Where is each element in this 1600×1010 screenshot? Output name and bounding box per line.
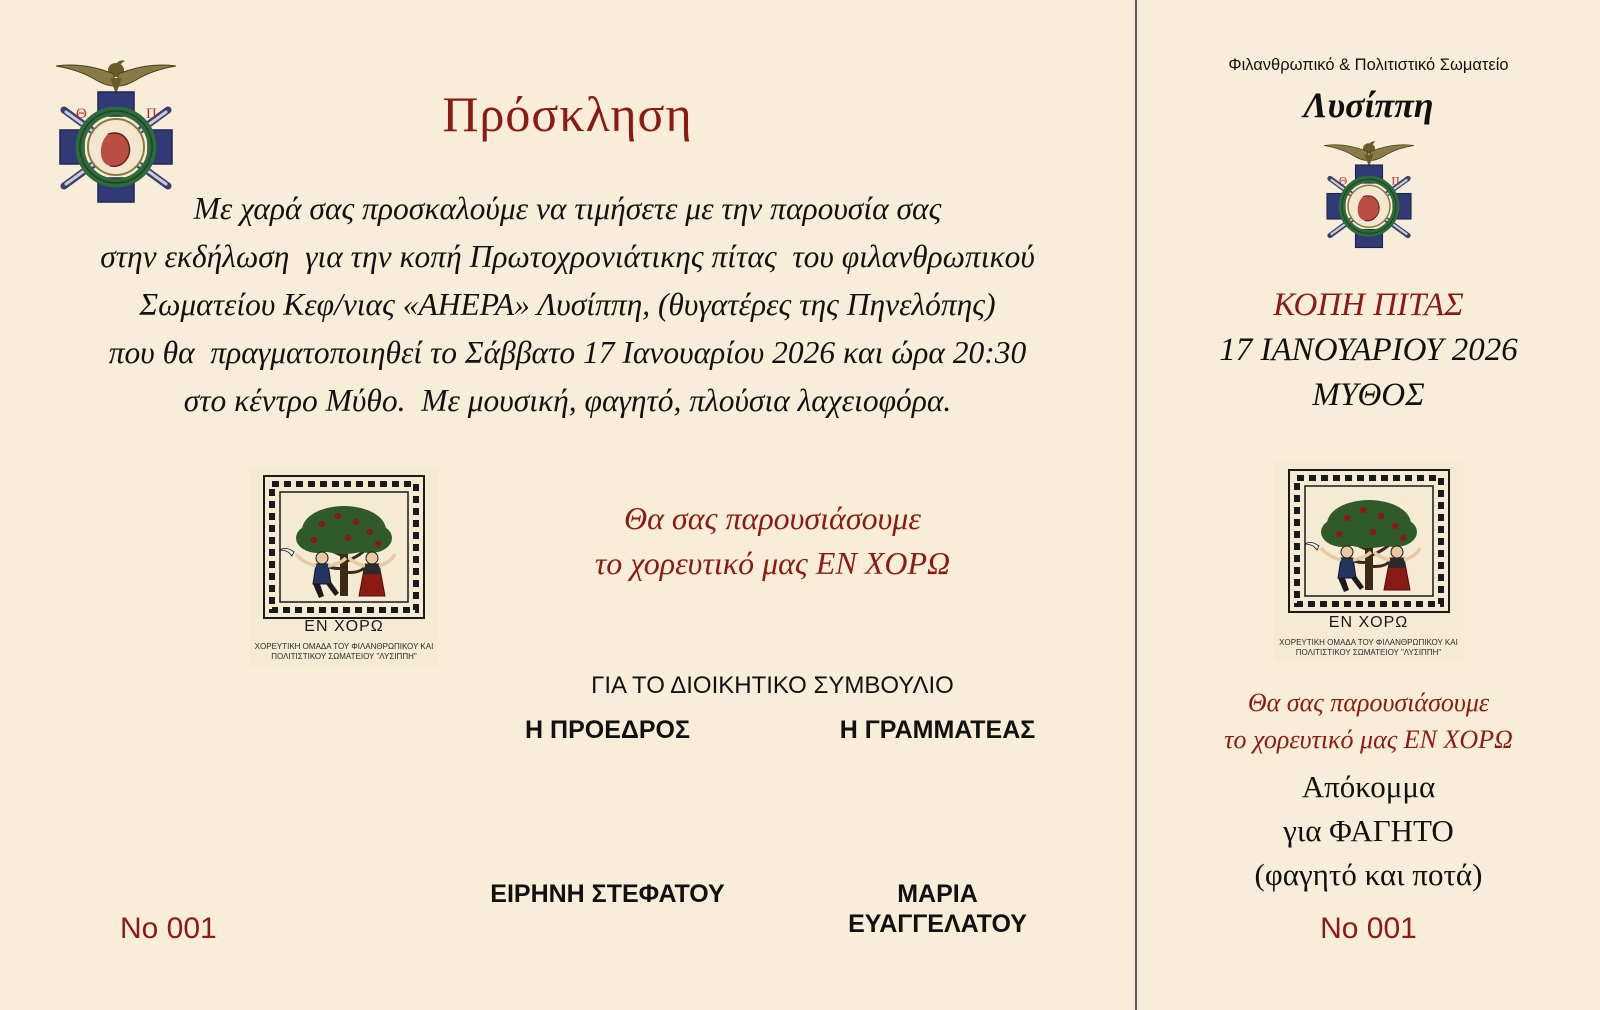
dance-logo-subtitle-line2: ΠΟΛΙΤΙΣΤΙΚΟΥ ΣΩΜΑΤΕΙΟΥ "ΛΥΣΙΠΠΗ" [271,652,417,661]
invitation-body [40,185,1095,424]
dance-logo-subtitle [250,642,438,662]
serial-number-stub: No 001 [1320,912,1417,945]
presentation-line-1: Θα σας παρουσιάσουμε [624,500,921,536]
body-line-4: που θα πραγματοποιηθεί το Σάββατο 17 Ιανουαρίου 2026 και ώρα 20:30 [108,334,1027,370]
serial-number-main: No 001 [120,912,217,945]
dance-group-logo-stub [1274,462,1464,662]
body-line-3: Σωματείου Κεφ/νιας «ΑΗΕΡΑ» Λυσίππη, (θυγατέρες της Πηνελόπης) [139,286,996,322]
stub-presentation-line-2: το χορευτικό μας ΕΝ ΧΟΡΩ [1224,724,1513,754]
signature-block [440,880,1105,939]
role-president: Η ΠΡΟΕΔΡΟΣ [525,716,690,744]
stub-event-date: 17 ΙΑΝΟΥΑΡΙΟΥ 2026 [1219,331,1518,368]
board-roles [440,716,1105,745]
stub-event-block [1137,283,1600,418]
dance-group-logo-main [250,468,438,666]
presentation-line-2: το χορευτικό μας ΕΝ ΧΟΡΩ [594,545,951,581]
invitation-title: Πρόσκληση [442,86,693,142]
coupon-line-1: Απόκομμα [1301,769,1436,804]
board-heading: ΓΙΑ ΤΟ ΔΙΟΙΚΗΤΙΚΟ ΣΥΜΒΟΥΛΙΟ [591,672,954,699]
body-line-1: Με χαρά σας προσκαλούμε να τιμήσετε με την παρουσία σας [193,191,942,226]
coupon-line-3: (φαγητό και ποτά) [1254,857,1483,893]
stub-organization: Φιλανθρωπικό & Πολιτιστικό Σωματείο [1228,56,1509,74]
body-line-2: στην εκδήλωση για την κοπή Πρωτοχρονιάτικης πίτας του φιλανθρωπικού [100,238,1035,274]
dance-logo-subtitle-stub [1274,638,1464,658]
role-secretary: Η ΓΡΑΜΜΑΤΕΑΣ [839,716,1036,744]
stub-presentation-line-1: Θα σας παρουσιάσουμε [1247,688,1490,717]
stub-event-venue: ΜΥΘΟΣ [1312,376,1425,413]
dance-logo-subtitle-line1: ΧΟΡΕΥΤΙΚΗ ΟΜΑΔΑ ΤΟΥ ΦΙΛΑΝΘΡΩΠΙΚΟΥ ΚΑΙ [254,642,434,651]
signature-president: ΕΙΡΗΝΗ ΣΤΕΦΑΤΟΥ [490,880,725,908]
invitation-stub-panel [1137,0,1600,1010]
signature-secretary: ΜΑΡΙΑ ΕΥΑΓΓΕΛΑΤΟΥ [848,880,1027,938]
board-block [440,672,1105,745]
presentation-note-stub [1137,685,1600,759]
emblem-letter-pi-stub: Π [1391,175,1400,188]
stub-society-name: Λυσίππη [1303,85,1434,125]
coupon-line-2: για ΦΑΓΗΤΟ [1283,813,1454,849]
society-emblem-icon-stub [1309,132,1429,252]
dance-logo-title: ΕΝ ΧΟΡΩ [304,618,384,635]
stub-event-title: ΚΟΠΗ ΠΙΤΑΣ [1273,287,1464,323]
emblem-letter-pi: Π [146,106,157,122]
dance-logo-subtitle-line1-stub: ΧΟΡΕΥΤΙΚΗ ΟΜΑΔΑ ΤΟΥ ΦΙΛΑΝΘΡΩΠΙΚΟΥ ΚΑΙ [1279,638,1458,647]
emblem-letter-theta: Θ [76,106,87,122]
dance-logo-title-stub: ΕΝ ΧΟΡΩ [1328,614,1409,631]
emblem-letter-theta-stub: Θ [1338,175,1347,188]
dance-logo-subtitle-line2-stub: ΠΟΛΙΤΙΣΤΙΚΟΥ ΣΩΜΑΤΕΙΟΥ "ΛΥΣΙΠΠΗ" [1295,648,1442,657]
body-line-5: στο κέντρο Μύθο. Με μουσική, φαγητό, πλούσια λαχειοφόρα. [183,382,952,418]
presentation-note-main [440,500,1105,582]
coupon-block [1137,765,1600,897]
